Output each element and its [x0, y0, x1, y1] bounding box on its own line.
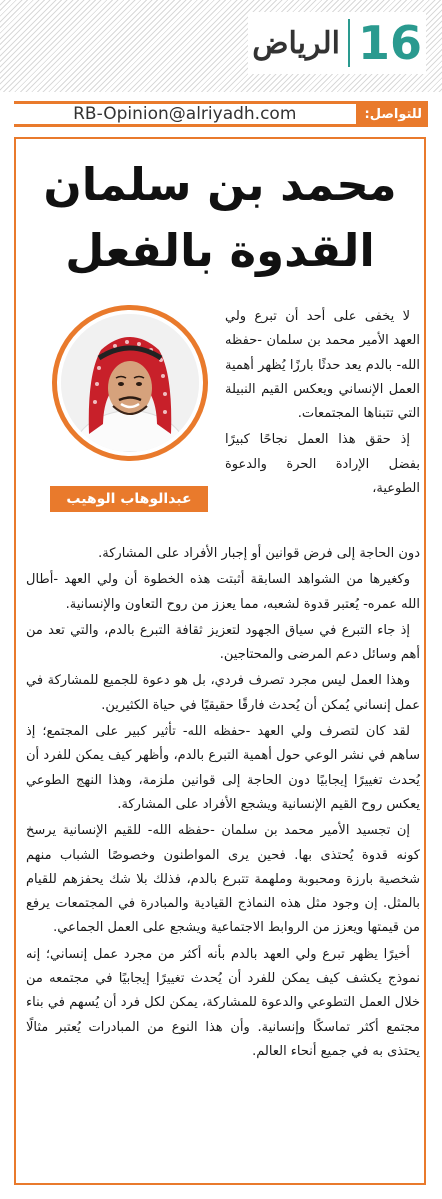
contact-bar [14, 101, 428, 127]
newspaper-logo: الرياض [252, 25, 340, 61]
article-paragraph: إذ جاء التبرع في سياق الجهود لتعزيز ثقافة التبرع بالدم، والتي تعد من أهم وسائل دعم المرضى والمحتاجين. [26, 622, 420, 663]
author-photo-illustration [61, 314, 199, 452]
article-paragraph: إذ حقق هذا العمل نجاحًا كبيرًا بفضل الإرادة الحرة والدعوة الطوعية، [225, 432, 420, 497]
contact-email-link[interactable]: RB-Opinion@alriyadh.com [14, 104, 356, 124]
author-portrait [52, 305, 208, 461]
author-name-tag: عبدالوهاب الوهيب [50, 486, 208, 512]
article-paragraph: وكغيرها من الشواهد السابقة أثبتت هذه الخطوة أن ولي العهد -أطال الله عمره- يُعتبر قدوة لشعبه، مما يعزز من روح التعاون والإنسانية. [26, 572, 420, 612]
headline-line-1: محمد بن سلمان [43, 158, 397, 211]
article-paragraph: وهذا العمل ليس مجرد تصرف فردي، بل هو دعوة للجميع للمشاركة في عمل إنساني يُمكن أن يُحدث فارقًا حقيقيًا في حياة الكثيرين. [26, 673, 420, 713]
author-photo [61, 314, 199, 452]
contact-label: للتواصل: [359, 107, 428, 122]
masthead-divider [348, 19, 350, 67]
masthead [248, 12, 426, 74]
article-body [26, 542, 420, 1064]
article-paragraph: لا يخفى على أحد أن تبرع ولي العهد الأمير محمد بن سلمان -حفظه الله- بالدم يعد حدثًا بارزًا يُظهر أهمية العمل الإنساني ويعكس القيم النبيلة التي تتبناها المجتمعات. [225, 309, 420, 422]
article-intro-column [225, 305, 420, 501]
article-headline [14, 152, 426, 284]
article-paragraph: أخيرًا يظهر تبرع ولي العهد بالدم بأنه أكثر من مجرد عمل إنساني؛ إنه نموذج يكشف كيف يمكن للفرد أن يُحدث تغييرًا إيجابيًا في مجتمعه من خلال العمل التطوعي والدعوة للمشاركة، يمكن لكل فرد أن يُسهم في بناء مجتمع أكثر تماسكًا وإنسانية. وأن هذا النوع من المبادرات يُعتبر مثالًا يحتذى به في جميع أنحاء العالم. [26, 946, 420, 1059]
headline-line-2: القدوة بالفعل [65, 224, 375, 277]
article-paragraph: إن تجسيد الأمير محمد بن سلمان -حفظه الله- للقيم الإنسانية يرسخ كونه قدوة يُحتذى بها. فحين يرى المواطنون وخصوصًا الشباب منهم شخصية بارزة ومحبوبة وملهمة تتبرع بالدم، فذلك بلا شك يحفزهم للقيام بالمثل. إن وجود مثل هذه النماذج القيادية والمبادرة في المجتمعات يرفع من قيمتها ويعزز من الروابط الاجتماعية ويشجع على العمل الجماعي. [26, 823, 420, 936]
article-paragraph: دون الحاجة إلى فرض قوانين أو إجبار الأفراد على المشاركة. [98, 546, 420, 561]
article-paragraph: لقد كان لتصرف ولي العهد -حفظه الله- تأثير كبير على المجتمع؛ إذ ساهم في نشر الوعي حول أهمية التبرع بالدم، وأظهر كيف يمكن للفرد أن يُحدث تغييرًا إيجابيًا دون الحاجة إلى قوانين ملزمة، وهذا النهج الطوعي يعكس روح القيم الإنسانية ويشجع الأفراد على المشاركة. [26, 724, 420, 812]
page-number: 16 [357, 16, 422, 70]
